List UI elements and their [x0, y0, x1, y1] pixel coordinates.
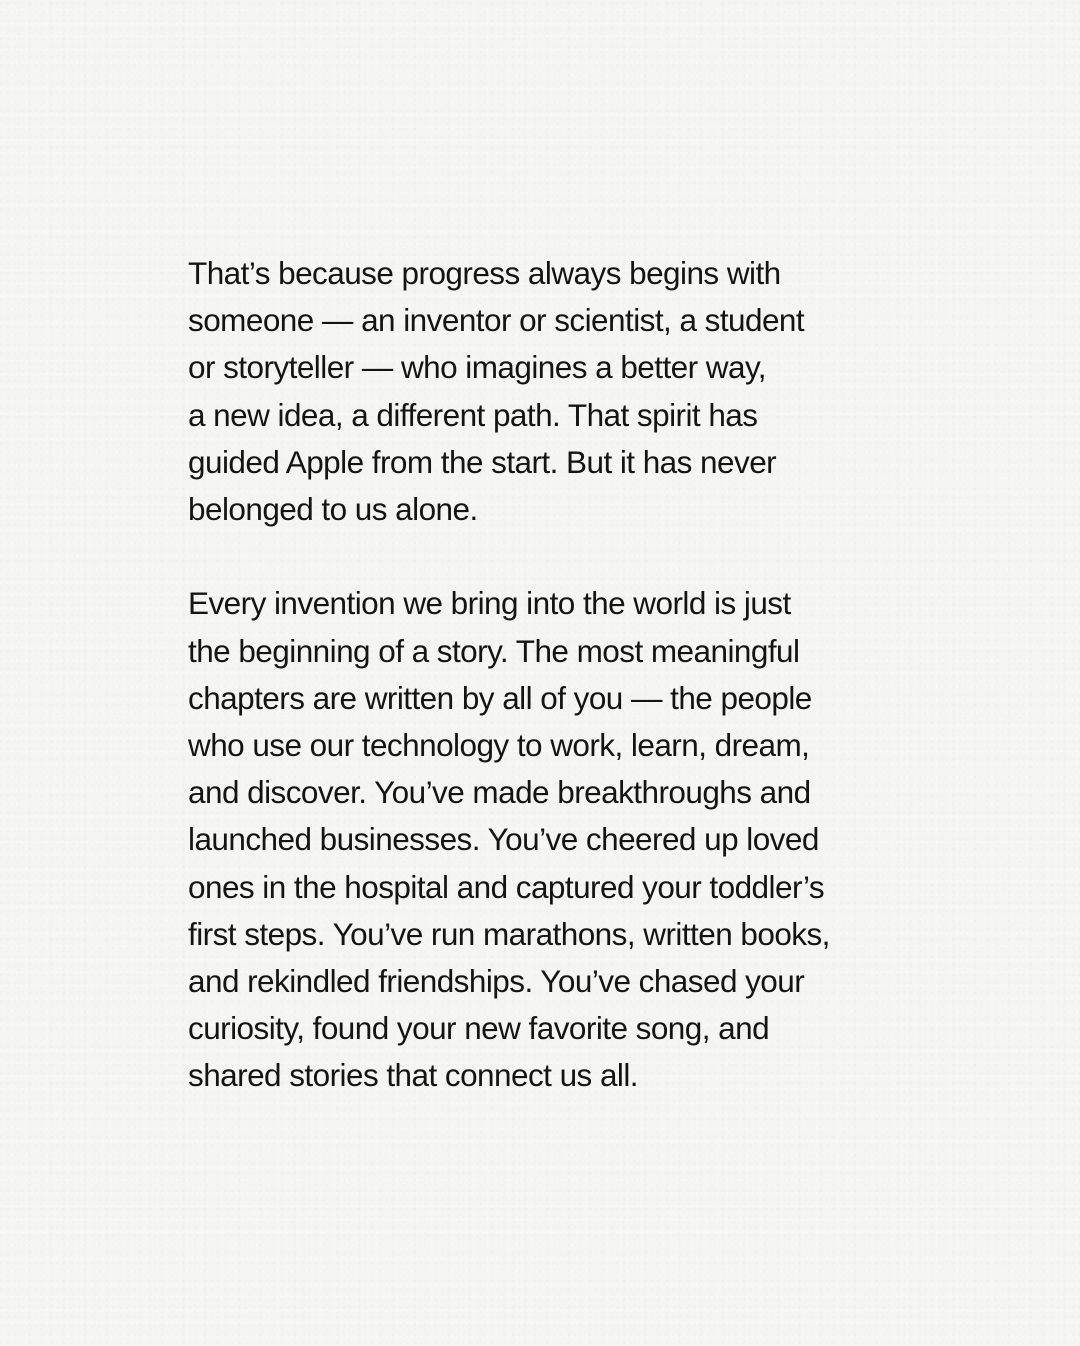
text-line: the beginning of a story. The most meaningful — [188, 632, 800, 669]
paragraph-2 — [188, 580, 908, 1099]
text-line: Every invention we bring into the world is just — [188, 585, 791, 622]
text-line: launched businesses. You’ve cheered up loved — [188, 821, 819, 858]
text-line: a new idea, a different path. That spirit has — [188, 396, 758, 433]
paragraph-spacer — [188, 533, 908, 580]
paragraph-1 — [188, 250, 908, 533]
text-line: shared stories that connect us all. — [188, 1057, 639, 1094]
letter-body — [188, 250, 908, 1100]
text-line: belonged to us alone. — [188, 491, 478, 528]
text-line: chapters are written by all of you — the people — [188, 679, 812, 716]
text-line: first steps. You’ve run marathons, written books, — [188, 915, 830, 952]
text-line: who use our technology to work, learn, dream, — [188, 727, 810, 764]
text-line: or storyteller — who imagines a better way, — [188, 349, 767, 386]
text-line: curiosity, found your new favorite song, and — [188, 1010, 770, 1047]
text-line: guided Apple from the start. But it has never — [188, 443, 777, 480]
text-line: and discover. You’ve made breakthroughs and — [188, 774, 811, 811]
text-line: ones in the hospital and captured your toddler’s — [188, 868, 825, 905]
text-line: someone — an inventor or scientist, a student — [188, 302, 805, 339]
text-line: That’s because progress always begins with — [188, 255, 781, 291]
text-line: and rekindled friendships. You’ve chased your — [188, 963, 805, 1000]
